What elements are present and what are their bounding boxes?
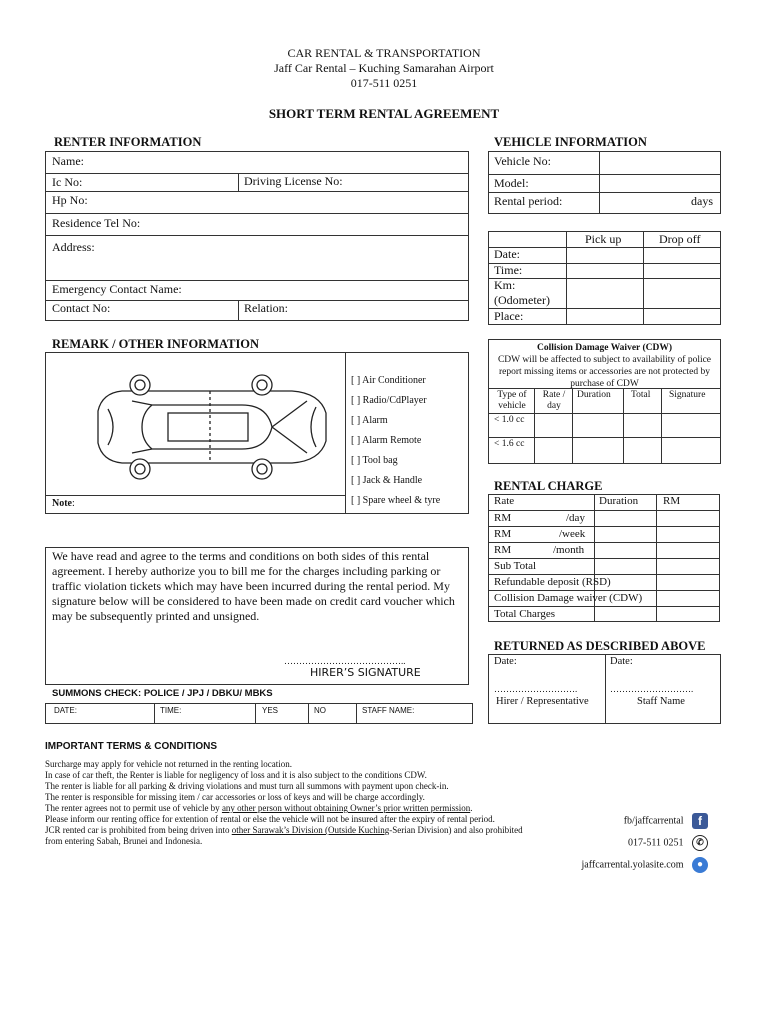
odometer-label: (Odometer) — [494, 293, 550, 307]
contact-web-row — [540, 857, 708, 873]
term-line: The renter agrees not to permit use of vehicle by any other person without obtaining Owner’s prior written permission. — [45, 803, 473, 813]
page-title: SHORT TERM RENTAL AGREEMENT — [268, 106, 500, 121]
phone-icon: ✆ — [692, 835, 708, 851]
rm-month-label: RM — [494, 544, 512, 556]
per-month-label: /month — [553, 544, 585, 556]
pickup-header: Pick up — [585, 232, 622, 246]
term-line: Surcharge may apply for vehicle not returned in the renting location. — [45, 759, 293, 769]
terms-heading: IMPORTANT TERMS & CONDITIONS — [45, 741, 218, 752]
cdw-col-signature: Signature — [669, 390, 706, 400]
company-location: Jaff Car Rental – Kuching Samarahan Airport — [274, 61, 494, 75]
cdw-col-total: Total — [631, 390, 651, 400]
hirer-sign-line[interactable]: ………………………. — [494, 684, 578, 694]
name-field[interactable]: Name: — [52, 154, 84, 168]
model-field[interactable]: Model: — [494, 176, 529, 190]
cdw-description: CDW will be affected to subject to availability of police report missing items or accessories are not protected by purchase of CDW — [497, 355, 712, 389]
cdw-box — [488, 339, 721, 464]
car-diagram — [92, 371, 332, 483]
time-row-label: Time: — [494, 263, 523, 277]
company-name: CAR RENTAL & TRANSPORTATION — [287, 46, 481, 60]
remark-box — [45, 352, 469, 514]
staff-sign-line[interactable]: ………………………. — [610, 684, 694, 694]
charge-rate-header: Rate — [494, 495, 515, 507]
returned-box — [488, 654, 721, 724]
term-line: The renter is responsible for missing item / car accessories or loss of keys and will be charge accordingly. — [45, 792, 425, 802]
check-radio[interactable]: [ ] Radio/CdPlayer — [351, 395, 427, 406]
per-week-label: /week — [559, 528, 586, 540]
deposit-label: Refundable deposit (RSD) — [494, 576, 611, 588]
check-alarm-remote[interactable]: [ ] Alarm Remote — [351, 435, 422, 446]
subtotal-label: Sub Total — [494, 560, 537, 572]
term-line: In case of car theft, the Renter is liable for negligency of loss and it is also subject to the conditions CDW. — [45, 770, 427, 780]
ic-field[interactable]: Ic No: — [52, 175, 83, 189]
agreement-box — [45, 547, 469, 685]
days-label: days — [691, 194, 713, 208]
return-date-left[interactable]: Date: — [494, 656, 517, 667]
check-air-conditioner[interactable]: [ ] Air Conditioner — [351, 375, 426, 386]
address-field[interactable]: Address: — [52, 240, 95, 254]
renter-info-box — [45, 151, 469, 321]
check-jack-handle[interactable]: [ ] Jack & Handle — [351, 475, 423, 486]
km-row-label: Km: — [494, 278, 516, 292]
returned-heading: RETURNED AS DESCRIBED ABOVE — [494, 639, 706, 653]
hirer-label: Hirer / Representative — [496, 696, 589, 707]
cdw-col-rate: Rate / day — [542, 390, 566, 411]
pickup-dropoff-box — [488, 231, 721, 325]
rental-charge-table — [488, 494, 720, 622]
facebook-handle[interactable]: fb/jaffcarrental — [623, 815, 684, 827]
check-spare-wheel[interactable]: [ ] Spare wheel & tyre — [351, 495, 441, 506]
summons-staff: STAFF NAME: — [362, 706, 415, 715]
contact-fb-row — [560, 813, 708, 829]
summons-yes[interactable]: YES — [262, 706, 279, 715]
charge-duration-header: Duration — [599, 495, 639, 507]
cdw-row-2: < 1.6 cc — [494, 439, 525, 449]
renter-heading: RENTER INFORMATION — [54, 135, 202, 149]
term-line: The renter is liable for all parking & driving violations and must turn all summons with payment upon check-in. — [45, 781, 449, 791]
charge-heading: RENTAL CHARGE — [494, 479, 603, 493]
facebook-icon: f — [692, 813, 708, 829]
hp-field[interactable]: Hp No: — [52, 193, 88, 207]
emergency-field[interactable]: Emergency Contact Name: — [52, 282, 182, 296]
signature-line[interactable]: ………………………………….. — [284, 656, 406, 666]
terms-body — [45, 759, 525, 847]
term-line: Please inform our renting office for extention of rental or else the vehicle will not be insured after the expiry of rental period. — [45, 814, 495, 824]
rm-day-label: RM — [494, 512, 512, 524]
rental-period-field[interactable]: Rental period: — [494, 194, 563, 208]
globe-icon: ● — [692, 857, 708, 873]
license-field[interactable]: Driving License No: — [244, 174, 343, 188]
contact-phone[interactable]: 017-511 0251 — [628, 837, 684, 849]
vehicle-heading: VEHICLE INFORMATION — [494, 135, 647, 149]
summons-time: TIME: — [160, 706, 182, 715]
check-tool-bag[interactable]: [ ] Tool bag — [351, 455, 398, 466]
date-row-label: Date: — [494, 247, 520, 261]
summons-date: DATE: — [54, 706, 77, 715]
total-charges-label: Total Charges — [494, 608, 556, 620]
summons-table — [45, 703, 473, 724]
vehicle-no-field[interactable]: Vehicle No: — [494, 154, 551, 168]
cdw-row-1: < 1.0 cc — [494, 415, 525, 425]
per-day-label: /day — [566, 512, 585, 524]
note-label: Note: — [52, 498, 75, 509]
summons-heading: SUMMONS CHECK: POLICE / JPJ / DBKU/ MBKS — [52, 688, 273, 699]
term-line: JCR rented car is prohibited from being driven into other Sarawak’s Division (Outside Kuching-Serian Division) and also prohibited from entering Sabah, Brunei and Indonesia. — [45, 825, 523, 846]
remark-heading: REMARK / OTHER INFORMATION — [52, 337, 260, 351]
company-phone: 017-511 0251 — [350, 76, 418, 90]
agreement-text: We have read and agree to the terms and conditions on both sides of this rental agreement. I hereby authorize you to bill me for the charges including parking or traffic violation tickets which may have been incurred during the rental period. My signature below will be considered to have been made on credit card voucher which may be subsequently printed and unsigned. — [52, 549, 455, 623]
check-alarm[interactable]: [ ] Alarm — [351, 415, 388, 426]
checklist — [351, 371, 440, 511]
tel-field[interactable]: Residence Tel No: — [52, 216, 141, 230]
cdw-title: Collision Damage Waiver (CDW) — [536, 343, 673, 353]
cdw-charge-label: Collision Damage waiver (CDW) — [494, 592, 643, 604]
website-link[interactable]: jaffcarrental.yolasite.com — [581, 859, 684, 871]
return-date-right[interactable]: Date: — [610, 656, 633, 667]
place-row-label: Place: — [494, 309, 524, 323]
dropoff-header: Drop off — [659, 232, 701, 246]
relation-field[interactable]: Relation: — [244, 301, 288, 315]
cdw-col-duration: Duration — [577, 390, 611, 400]
contact-field[interactable]: Contact No: — [52, 301, 111, 315]
contact-phone-row — [560, 835, 708, 851]
vehicle-info-box — [488, 151, 721, 214]
rm-week-label: RM — [494, 528, 512, 540]
signature-label: HIRER’S SIGNATURE — [310, 666, 421, 679]
summons-no[interactable]: NO — [314, 706, 326, 715]
charge-rm-header: RM — [663, 495, 681, 507]
cdw-col-type: Type of vehicle — [497, 390, 527, 411]
staff-label: Staff Name — [637, 696, 685, 707]
